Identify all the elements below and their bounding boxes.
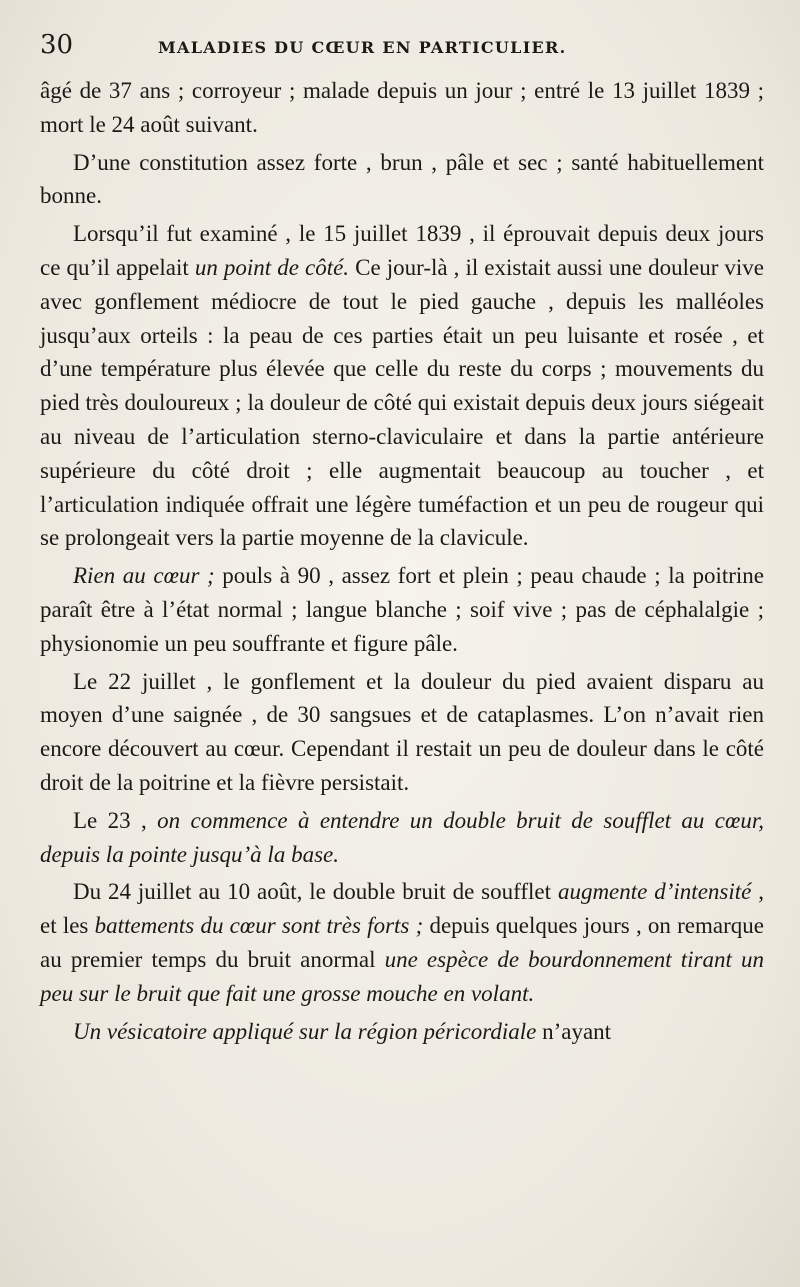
- text-run: pouls à 90 , assez fort et plein ; peau chaude ; la poitrine paraît être à l’état normal ; langue blanche ; soif vive ; pas de céphalalgie ; physionomie un peu souffrante et figure pâle.: [40, 563, 764, 656]
- text-run: , et les: [40, 879, 764, 939]
- text-run: Le 23 ,: [73, 807, 158, 833]
- paragraph: [40, 1015, 764, 1049]
- italic-run: augmente d’intensité: [557, 879, 752, 905]
- text-run: n’ayant: [536, 1018, 612, 1044]
- italic-run: battements du cœur sont très forts ;: [94, 913, 424, 939]
- italic-run: Rien au cœur ;: [73, 563, 215, 589]
- italic-run: Un vésicatoire appliqué sur la région péricordiale: [73, 1018, 537, 1044]
- text-run: Lorsqu’il fut examiné , le 15 juillet 1839 , il éprouvait depuis deux jours ce qu’il appelait: [40, 221, 764, 280]
- text-run: Du 24 juillet au 10 août, le double bruit de soufflet: [73, 879, 558, 905]
- paragraph: [40, 559, 764, 660]
- paragraph: [40, 665, 764, 800]
- page-number: 30: [40, 30, 74, 60]
- paragraph: [40, 875, 764, 1010]
- italic-run: une espèce de bourdonnement tirant un peu sur le bruit que fait une grosse mouche en volant.: [40, 946, 764, 1006]
- italic-run: un point de côté.: [194, 254, 350, 280]
- text-run: D’une constitution assez forte , brun , pâle et sec ; santé habituellement bonne.: [40, 149, 764, 209]
- text-run: âgé de 37 ans ; corroyeur ; malade depuis un jour ; entré le 13 juillet 1839 ; mort le 24 août suivant.: [40, 78, 764, 137]
- text-run: depuis quelques jours , on remarque au premier temps du bruit anormal: [40, 913, 764, 972]
- paragraph: [40, 74, 764, 142]
- text-run: Ce jour-là , il existait aussi une douleur vive avec gonflement médiocre de tout le pied gauche , depuis les malléoles jusqu’aux orteils : la peau de ces parties était un peu luisante et rosée , et d’une température plus élevée que celle du reste du corps ; mouvements du pied très douloureux ; la douleur de côté qui existait depuis deux jours siégeait au niveau de l’articulation sterno-claviculaire et dans la partie antérieure supérieure du côté droit ; elle augmentait beaucoup au toucher , et l’articulation indiquée offrait une légère tuméfaction et un peu de rougeur qui se prolongeait vers la partie moyenne de la clavicule.: [40, 254, 765, 551]
- paragraph: [40, 146, 764, 214]
- paragraph: [40, 804, 764, 872]
- body-text: [40, 74, 764, 1048]
- paragraph: [40, 217, 764, 555]
- text-run: Le 22 juillet , le gonflement et la douleur du pied avaient disparu au moyen d’une saignée , de 30 sangsues et de cataplasmes. L’on n’avait rien encore découvert au cœur. Cependant il restait un peu de douleur dans le côté droit de la poitrine et la fièvre persistait.: [40, 668, 764, 795]
- running-title: MALADIES DU CŒUR EN PARTICULIER.: [158, 38, 567, 57]
- italic-run: on commence à entendre un double bruit de soufflet au cœur, depuis la pointe jusqu’à la base.: [40, 807, 765, 867]
- running-header: [40, 30, 764, 74]
